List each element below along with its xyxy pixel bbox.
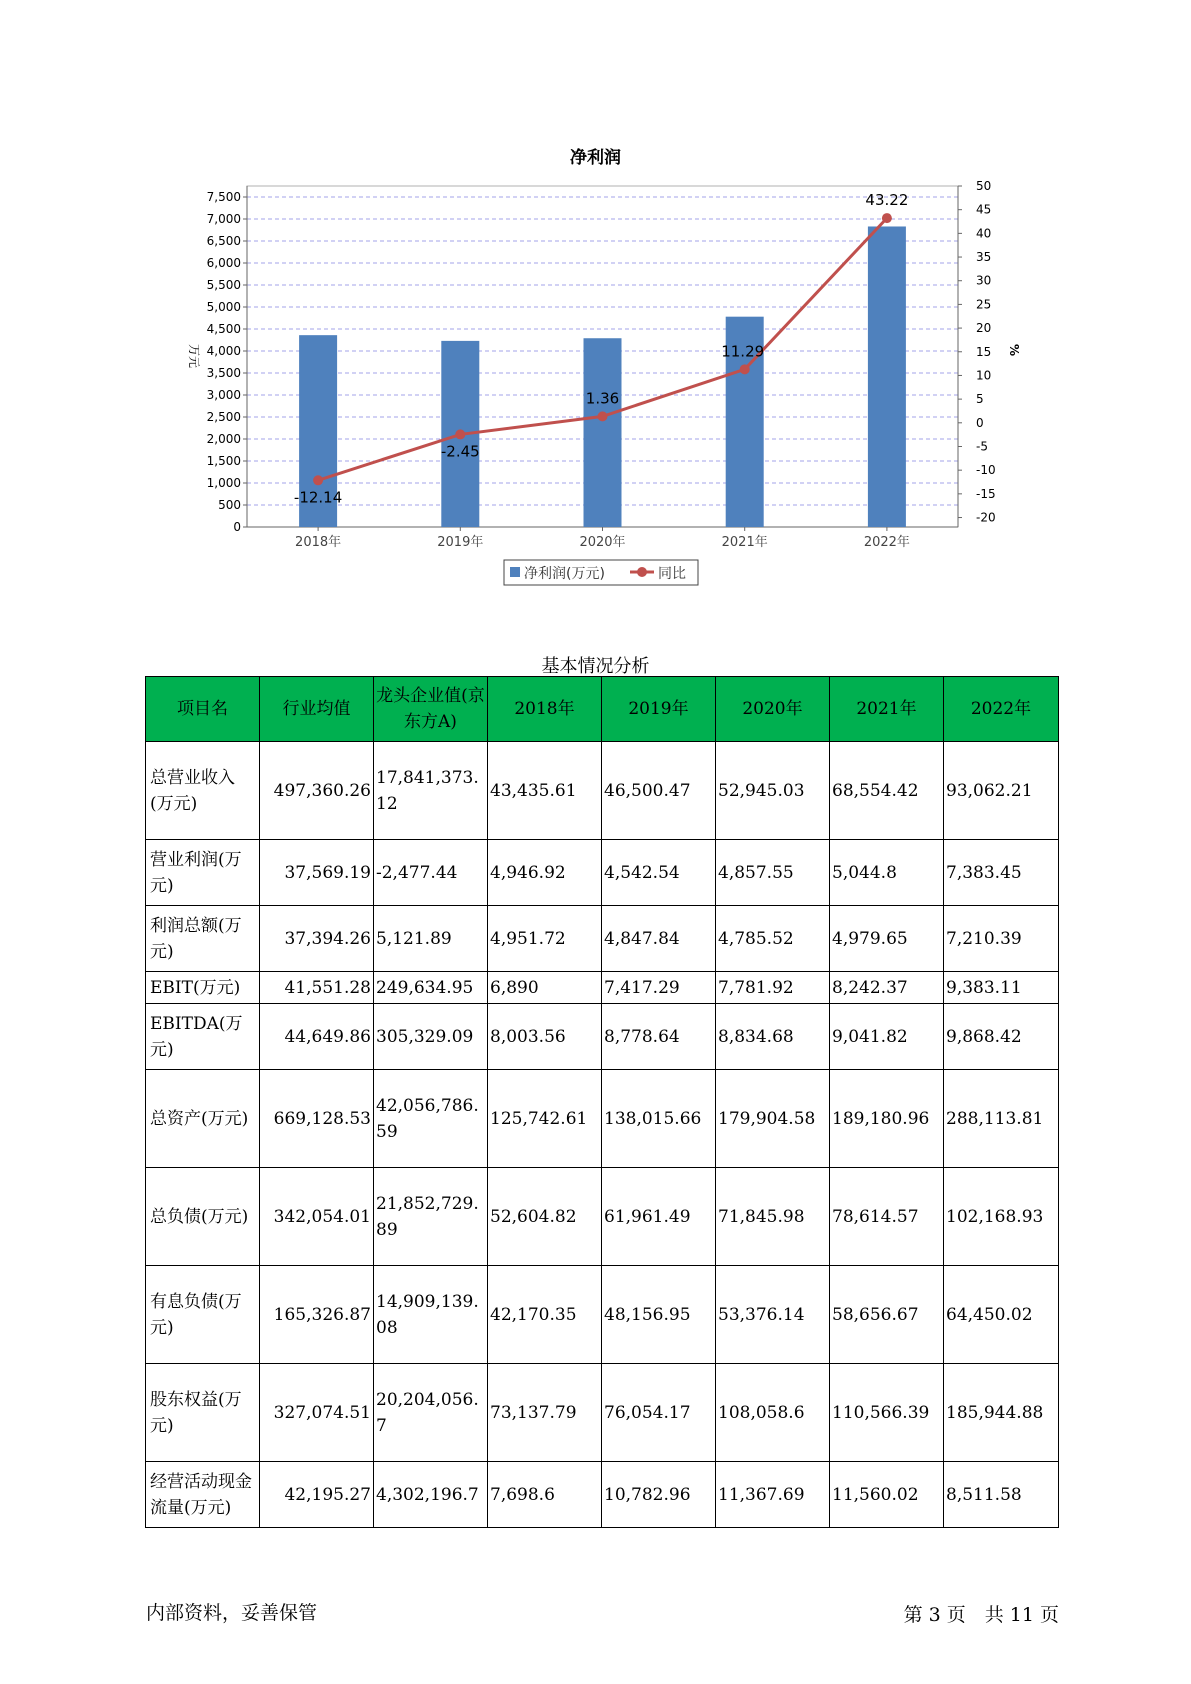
table-header-cell: 行业均值 — [260, 677, 374, 742]
yoy-point — [882, 213, 892, 223]
value-cell: 4,847.84 — [602, 906, 716, 972]
value-cell: 6,890 — [488, 972, 602, 1004]
value-cell: 11,560.02 — [830, 1462, 944, 1528]
value-cell: 110,566.39 — [830, 1364, 944, 1462]
value-cell: 497,360.26 — [260, 742, 374, 840]
y-tick-label: 0 — [233, 520, 241, 534]
value-cell: 4,979.65 — [830, 906, 944, 972]
legend-bar-label: 净利润(万元) — [524, 566, 605, 582]
y2-tick-label: -20 — [976, 510, 996, 525]
value-cell: 5,044.8 — [830, 840, 944, 906]
value-cell: 4,785.52 — [716, 906, 830, 972]
value-cell: 71,845.98 — [716, 1168, 830, 1266]
y-tick-label: 6,000 — [206, 256, 241, 270]
x-tick-label: 2021年 — [721, 535, 768, 550]
row-label-cell: 总负债(万元) — [146, 1168, 260, 1266]
y2-tick-label: 5 — [976, 392, 984, 407]
basic-analysis-table — [145, 676, 1059, 1528]
bar — [868, 226, 906, 527]
value-cell: 52,604.82 — [488, 1168, 602, 1266]
x-tick-label: 2020年 — [579, 535, 626, 550]
yoy-data-label: 43.22 — [865, 191, 909, 210]
y-tick-label: 500 — [218, 498, 241, 512]
value-cell: 165,326.87 — [260, 1266, 374, 1364]
value-cell: 185,944.88 — [944, 1364, 1059, 1462]
table-row — [146, 1462, 1059, 1528]
value-cell: 42,056,786.59 — [374, 1070, 488, 1168]
value-cell: 11,367.69 — [716, 1462, 830, 1528]
y-tick-label: 5,000 — [206, 300, 241, 314]
table-header-cell: 龙头企业值(京东方A) — [374, 677, 488, 742]
table-caption: 基本情况分析 — [541, 656, 650, 677]
y2-tick-label: 50 — [976, 179, 992, 193]
value-cell: 305,329.09 — [374, 1004, 488, 1070]
table-row — [146, 1004, 1059, 1070]
value-cell: 8,778.64 — [602, 1004, 716, 1070]
value-cell: 37,569.19 — [260, 840, 374, 906]
value-cell: 21,852,729.89 — [374, 1168, 488, 1266]
row-label-cell: 股东权益(万元) — [146, 1364, 260, 1462]
yoy-data-label: -12.14 — [293, 488, 343, 507]
yoy-data-label: -2.45 — [440, 442, 480, 461]
x-tick-label: 2019年 — [437, 535, 484, 550]
y-tick-label: 5,500 — [206, 278, 241, 292]
table-row — [146, 840, 1059, 906]
value-cell: 125,742.61 — [488, 1070, 602, 1168]
value-cell: 342,054.01 — [260, 1168, 374, 1266]
table-row — [146, 1070, 1059, 1168]
x-tick-label: 2022年 — [863, 535, 910, 550]
value-cell: 43,435.61 — [488, 742, 602, 840]
table-row — [146, 742, 1059, 840]
value-cell: 8,834.68 — [716, 1004, 830, 1070]
table-header-cell: 2021年 — [830, 677, 944, 742]
yoy-point — [598, 411, 608, 421]
value-cell: 68,554.42 — [830, 742, 944, 840]
value-cell: 249,634.95 — [374, 972, 488, 1004]
y-tick-label: 6,500 — [206, 234, 241, 248]
table-row — [146, 1266, 1059, 1364]
value-cell: 4,542.54 — [602, 840, 716, 906]
value-cell: 8,242.37 — [830, 972, 944, 1004]
yoy-data-label: 11.29 — [721, 342, 765, 361]
y2-tick-label: 15 — [976, 344, 992, 359]
value-cell: 4,946.92 — [488, 840, 602, 906]
value-cell: 179,904.58 — [716, 1070, 830, 1168]
y2-tick-label: 45 — [976, 202, 992, 217]
value-cell: 52,945.03 — [716, 742, 830, 840]
table-header-cell: 2022年 — [944, 677, 1059, 742]
footer-page-number: 第 3 页 共 11 页 — [903, 1604, 1059, 1626]
y2-tick-label: 25 — [976, 297, 992, 312]
value-cell: 5,121.89 — [374, 906, 488, 972]
value-cell: 9,041.82 — [830, 1004, 944, 1070]
value-cell: 9,383.11 — [944, 972, 1059, 1004]
value-cell: 10,782.96 — [602, 1462, 716, 1528]
table-row — [146, 906, 1059, 972]
y-tick-label: 7,500 — [206, 190, 241, 204]
row-label-cell: 有息负债(万元) — [146, 1266, 260, 1364]
chart-title: 净利润 — [570, 148, 621, 168]
value-cell: -2,477.44 — [374, 840, 488, 906]
value-cell: 44,649.86 — [260, 1004, 374, 1070]
value-cell: 78,614.57 — [830, 1168, 944, 1266]
value-cell: 14,909,139.08 — [374, 1266, 488, 1364]
value-cell: 108,058.6 — [716, 1364, 830, 1462]
value-cell: 288,113.81 — [944, 1070, 1059, 1168]
value-cell: 102,168.93 — [944, 1168, 1059, 1266]
y-tick-label: 2,000 — [206, 432, 241, 446]
value-cell: 8,511.58 — [944, 1462, 1059, 1528]
table-header-cell: 2018年 — [488, 677, 602, 742]
yoy-data-label: 1.36 — [585, 389, 620, 408]
value-cell: 64,450.02 — [944, 1266, 1059, 1364]
y-tick-label: 3,000 — [206, 388, 241, 402]
y2-tick-label: 20 — [976, 321, 992, 336]
y2-tick-label: -15 — [976, 486, 996, 501]
row-label-cell: 经营活动现金流量(万元) — [146, 1462, 260, 1528]
row-label-cell: EBITDA(万元) — [146, 1004, 260, 1070]
value-cell: 42,170.35 — [488, 1266, 602, 1364]
value-cell: 42,195.27 — [260, 1462, 374, 1528]
y2-tick-label: 30 — [976, 273, 992, 288]
value-cell: 93,062.21 — [944, 742, 1059, 840]
value-cell: 189,180.96 — [830, 1070, 944, 1168]
y-tick-label: 1,500 — [206, 454, 241, 468]
value-cell: 4,951.72 — [488, 906, 602, 972]
y-tick-label: 7,000 — [206, 212, 241, 226]
table-header-cell: 项目名 — [146, 677, 260, 742]
y2-tick-label: 0 — [976, 415, 984, 430]
y2-axis-title: % — [1007, 343, 1021, 357]
row-label-cell: EBIT(万元) — [146, 972, 260, 1004]
y2-tick-label: -5 — [976, 439, 988, 454]
value-cell: 9,868.42 — [944, 1004, 1059, 1070]
y2-tick-label: 10 — [976, 368, 992, 383]
value-cell: 4,857.55 — [716, 840, 830, 906]
value-cell: 7,781.92 — [716, 972, 830, 1004]
y2-tick-label: 40 — [976, 226, 992, 241]
y-tick-label: 4,000 — [206, 344, 241, 358]
y2-tick-label: 35 — [976, 250, 992, 265]
value-cell: 138,015.66 — [602, 1070, 716, 1168]
value-cell: 73,137.79 — [488, 1364, 602, 1462]
table-row — [146, 1364, 1059, 1462]
table-header-cell: 2019年 — [602, 677, 716, 742]
y2-tick-label: -10 — [976, 463, 996, 478]
value-cell: 58,656.67 — [830, 1266, 944, 1364]
table-header-row — [146, 677, 1059, 742]
yoy-point — [313, 475, 323, 485]
table-row — [146, 1168, 1059, 1266]
y-tick-label: 3,500 — [206, 366, 241, 380]
value-cell: 7,210.39 — [944, 906, 1059, 972]
row-label-cell: 总资产(万元) — [146, 1070, 260, 1168]
value-cell: 61,961.49 — [602, 1168, 716, 1266]
table-header-cell: 2020年 — [716, 677, 830, 742]
legend-line-label: 同比 — [658, 566, 686, 582]
value-cell: 7,698.6 — [488, 1462, 602, 1528]
yoy-point — [455, 429, 465, 439]
legend-line-marker — [637, 567, 647, 577]
table-row — [146, 972, 1059, 1004]
net-profit-chart — [0, 0, 1191, 600]
footer-confidential-note: 内部资料，妥善保管 — [146, 1602, 318, 1624]
bar — [584, 338, 622, 527]
value-cell: 669,128.53 — [260, 1070, 374, 1168]
value-cell: 20,204,056.7 — [374, 1364, 488, 1462]
value-cell: 76,054.17 — [602, 1364, 716, 1462]
value-cell: 48,156.95 — [602, 1266, 716, 1364]
row-label-cell: 总营业收入(万元) — [146, 742, 260, 840]
y-tick-label: 4,500 — [206, 322, 241, 336]
row-label-cell: 营业利润(万元) — [146, 840, 260, 906]
value-cell: 46,500.47 — [602, 742, 716, 840]
value-cell: 7,383.45 — [944, 840, 1059, 906]
value-cell: 4,302,196.7 — [374, 1462, 488, 1528]
value-cell: 41,551.28 — [260, 972, 374, 1004]
value-cell: 7,417.29 — [602, 972, 716, 1004]
row-label-cell: 利润总额(万元) — [146, 906, 260, 972]
yoy-point — [740, 364, 750, 374]
value-cell: 17,841,373.12 — [374, 742, 488, 840]
y-tick-label: 2,500 — [206, 410, 241, 424]
value-cell: 327,074.51 — [260, 1364, 374, 1462]
y-tick-label: 1,000 — [206, 476, 241, 490]
value-cell: 8,003.56 — [488, 1004, 602, 1070]
y-axis-title: 万元 — [187, 343, 201, 369]
legend-bar-swatch — [510, 567, 520, 577]
value-cell: 53,376.14 — [716, 1266, 830, 1364]
x-tick-label: 2018年 — [295, 535, 342, 550]
value-cell: 37,394.26 — [260, 906, 374, 972]
